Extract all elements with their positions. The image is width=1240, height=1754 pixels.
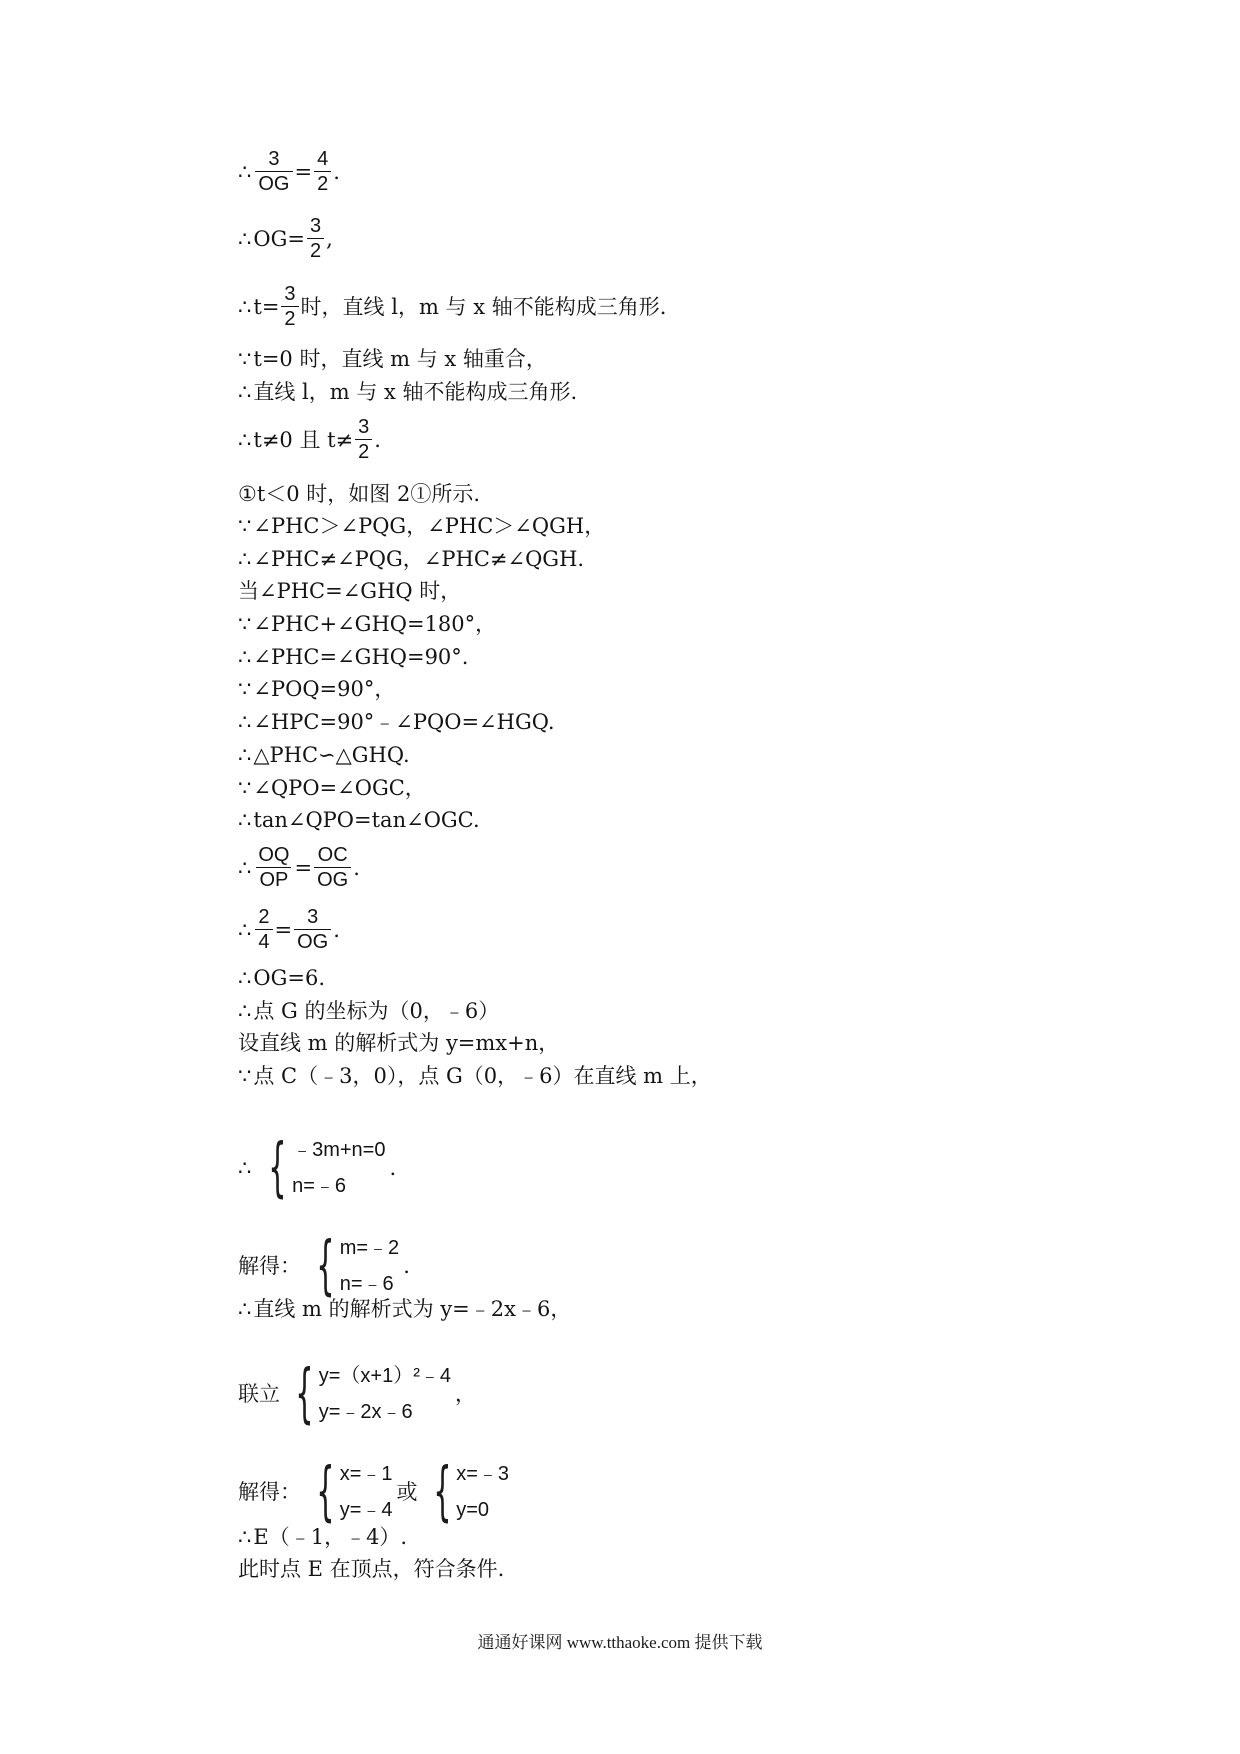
fraction: $\frac{3}{OG}$ xyxy=(255,148,292,195)
page-footer: 通通好课网 www.tthaoke.com 提供下载 xyxy=(477,1633,763,1652)
equation-system: { x=﹣1 y=﹣4 xyxy=(316,1455,393,1529)
line-19: ∴ $\frac{2}{4}$ = $\frac{3}{OG}$ . xyxy=(238,906,340,953)
therefore-symbol: ∴ xyxy=(238,159,252,184)
line-14: ∴ ∠HPC=90°﹣∠PQO=∠HGQ. xyxy=(238,710,555,734)
line-13: ∵ ∠POQ=90°， xyxy=(238,677,396,701)
line-24: ∴ { ﹣3m+n=0 n=﹣6 . xyxy=(238,1131,397,1205)
line-5: ∴ 直线 l，m 与 x 轴不能构成三角形. xyxy=(238,380,578,404)
equation-system: { y=（x+1）²﹣4 y=﹣2x﹣6 xyxy=(295,1357,451,1431)
line-4: ∵ t=0 时，直线 m 与 x 轴重合， xyxy=(238,347,547,371)
left-brace-icon: { xyxy=(316,1229,335,1303)
fraction: $\frac{4}{2}$ xyxy=(314,148,331,195)
line-29: ∴ E（﹣1，﹣4）. xyxy=(238,1525,408,1549)
line-11: ∵ ∠PHC+∠GHQ=180°， xyxy=(238,612,497,636)
left-brace-icon: { xyxy=(432,1455,452,1529)
fraction: $\frac{3}{2}$ xyxy=(307,215,324,262)
line-26: ∴ 直线 m 的解析式为 y=﹣2x﹣6， xyxy=(238,1297,572,1321)
equation-system: { ﹣3m+n=0 n=﹣6 xyxy=(268,1131,386,1205)
line-18: ∴ $\frac{OQ}{OP}$ = $\frac{OC}{OG}$ . xyxy=(238,844,360,891)
fraction: $\frac{2}{4}$ xyxy=(255,906,272,953)
line-30: 此时点 E 在顶点，符合条件. xyxy=(238,1557,505,1581)
line-17: ∴ tan∠QPO=tan∠OGC. xyxy=(238,808,480,832)
line-28: 解得： { x=﹣1 y=﹣4 或 { x=﹣3 y=0 xyxy=(238,1455,510,1529)
left-brace-icon: { xyxy=(295,1357,314,1431)
left-brace-icon: { xyxy=(268,1131,287,1205)
line-22: 设直线 m 的解析式为 y=mx+n， xyxy=(238,1031,560,1055)
line-9: ∴ ∠PHC≠∠PQG，∠PHC≠∠QGH. xyxy=(238,547,585,571)
equation-system: { x=﹣3 y=0 xyxy=(432,1455,510,1529)
fraction: $\frac{OQ}{OP}$ xyxy=(258,844,290,891)
line-27: 联立 { y=（x+1）²﹣4 y=﹣2x﹣6 ， xyxy=(238,1357,476,1431)
line-6: ∴ t≠0 且 t≠ $\frac{3}{2}$ . xyxy=(238,416,381,463)
line-1: ∴ $\frac{3}{OG}$ = $\frac{4}{2}$ . xyxy=(238,148,340,195)
line-21: ∴ 点 G 的坐标为（0，﹣6） xyxy=(238,999,500,1023)
line-20: ∴ OG=6. xyxy=(238,966,325,990)
left-brace-icon: { xyxy=(316,1455,335,1529)
line-15: ∴ △PHC∽△GHQ. xyxy=(238,743,410,767)
equation-system: { m=﹣2 n=﹣6 xyxy=(316,1229,400,1303)
line-16: ∵ ∠QPO=∠OGC， xyxy=(238,776,426,800)
fraction: $\frac{3}{2}$ xyxy=(355,416,372,463)
line-3: ∴ t= $\frac{3}{2}$ 时，直线 l，m 与 x 轴不能构成三角形. xyxy=(238,283,667,330)
line-23: ∵ 点 C（﹣3，0），点 G（0，﹣6）在直线 m 上， xyxy=(238,1064,712,1088)
line-10: 当∠PHC=∠GHQ 时， xyxy=(238,579,462,603)
fraction: $\frac{OC}{OG}$ xyxy=(314,844,351,891)
line-8: ∵ ∠PHC＞∠PQG，∠PHC＞∠QGH， xyxy=(238,514,606,538)
line-25: 解得： { m=﹣2 n=﹣6 . xyxy=(238,1229,410,1303)
line-2: ∴ OG= $\frac{3}{2}$ , xyxy=(238,215,333,262)
fraction: $\frac{3}{OG}$ xyxy=(294,906,331,953)
line-12: ∴ ∠PHC=∠GHQ=90°. xyxy=(238,645,469,669)
line-7: ①t＜0 时，如图 2①所示. xyxy=(238,482,481,506)
fraction: $\frac{3}{2}$ xyxy=(281,283,298,330)
